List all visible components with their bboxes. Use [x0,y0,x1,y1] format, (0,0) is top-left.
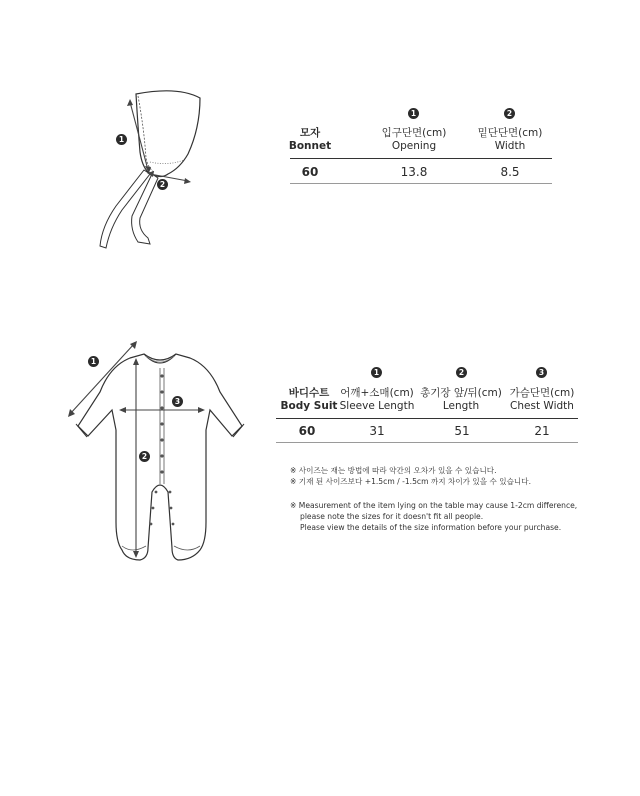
bonnet-header-rule [290,158,552,159]
bodysuit-bottom-rule [276,442,578,443]
bodysuit-sleeve-value: 31 [369,424,385,438]
note-kr-1: ※ 사이즈는 재는 방법에 따라 약간의 오차가 있을 수 있습니다. [290,466,497,475]
bonnet-row-header [280,127,340,153]
bonnet-name-kr: 모자 [299,127,321,139]
bonnet-col1-kr: 입구단면(cm) [381,127,447,139]
bodysuit-col2-marker: 2 [456,367,467,378]
bonnet-col2-kr: 밑단단면(cm) [477,127,543,139]
size-notes-en [290,500,577,533]
bodysuit-col3-header [504,387,580,413]
bodysuit-col1-en: Sleeve Length [339,400,415,412]
bodysuit-col2-header [416,387,506,413]
bodysuit-col1-marker: 1 [371,367,382,378]
size-notes-kr [290,465,531,487]
bodysuit-diagram-marker-1: 1 [88,356,99,367]
bodysuit-col2-en: Length [442,400,480,412]
bodysuit-diagram-marker-3: 3 [172,396,183,407]
bodysuit-chest-value: 21 [534,424,550,438]
bodysuit-header-rule [276,418,578,419]
bodysuit-size: 60 [298,424,316,438]
note-en-2: please note the sizes for it doesn't fit all people. [300,512,484,521]
bonnet-name-en: Bonnet [288,140,332,152]
bonnet-bottom-rule [290,183,552,184]
bonnet-diagram-marker-2: 2 [157,179,168,190]
bodysuit-length-value: 51 [454,424,470,438]
bonnet-diagram [88,88,228,258]
bodysuit-col2-kr: 총기장 앞/뒤(cm) [420,387,502,399]
bodysuit-col3-marker: 3 [536,367,547,378]
bodysuit-name-en: Body Suit [280,400,338,412]
bonnet-width-value: 8.5 [500,165,520,179]
bonnet-col2-en: Width [494,140,526,152]
bodysuit-row-header [276,387,342,413]
bodysuit-col3-en: Chest Width [510,400,574,412]
bonnet-diagram-marker-1: 1 [116,134,127,145]
note-en-1: ※ Measurement of the item lying on the table may cause 1-2cm difference, [290,501,578,510]
bonnet-opening-value: 13.8 [400,165,428,179]
bonnet-col1-header [368,127,460,153]
bodysuit-col3-kr: 가슴단면(cm) [509,387,575,399]
bodysuit-col1-kr: 어깨+소매(cm) [340,387,414,399]
bonnet-col1-en: Opening [391,140,437,152]
note-en-3: Please view the details of the size information before your purchase. [300,523,562,532]
bodysuit-diagram [60,332,250,572]
bonnet-col2-header [464,127,556,153]
bodysuit-diagram-marker-2: 2 [139,451,150,462]
bonnet-col2-marker: 2 [504,108,515,119]
note-kr-2: ※ 기재 된 사이즈보다 +1.5cm / -1.5cm 까지 차이가 있을 수 있습니다. [290,477,531,486]
bonnet-col1-marker: 1 [408,108,419,119]
bonnet-size: 60 [301,165,319,179]
bodysuit-col1-header [336,387,418,413]
bodysuit-name-kr: 바디수트 [288,387,330,399]
